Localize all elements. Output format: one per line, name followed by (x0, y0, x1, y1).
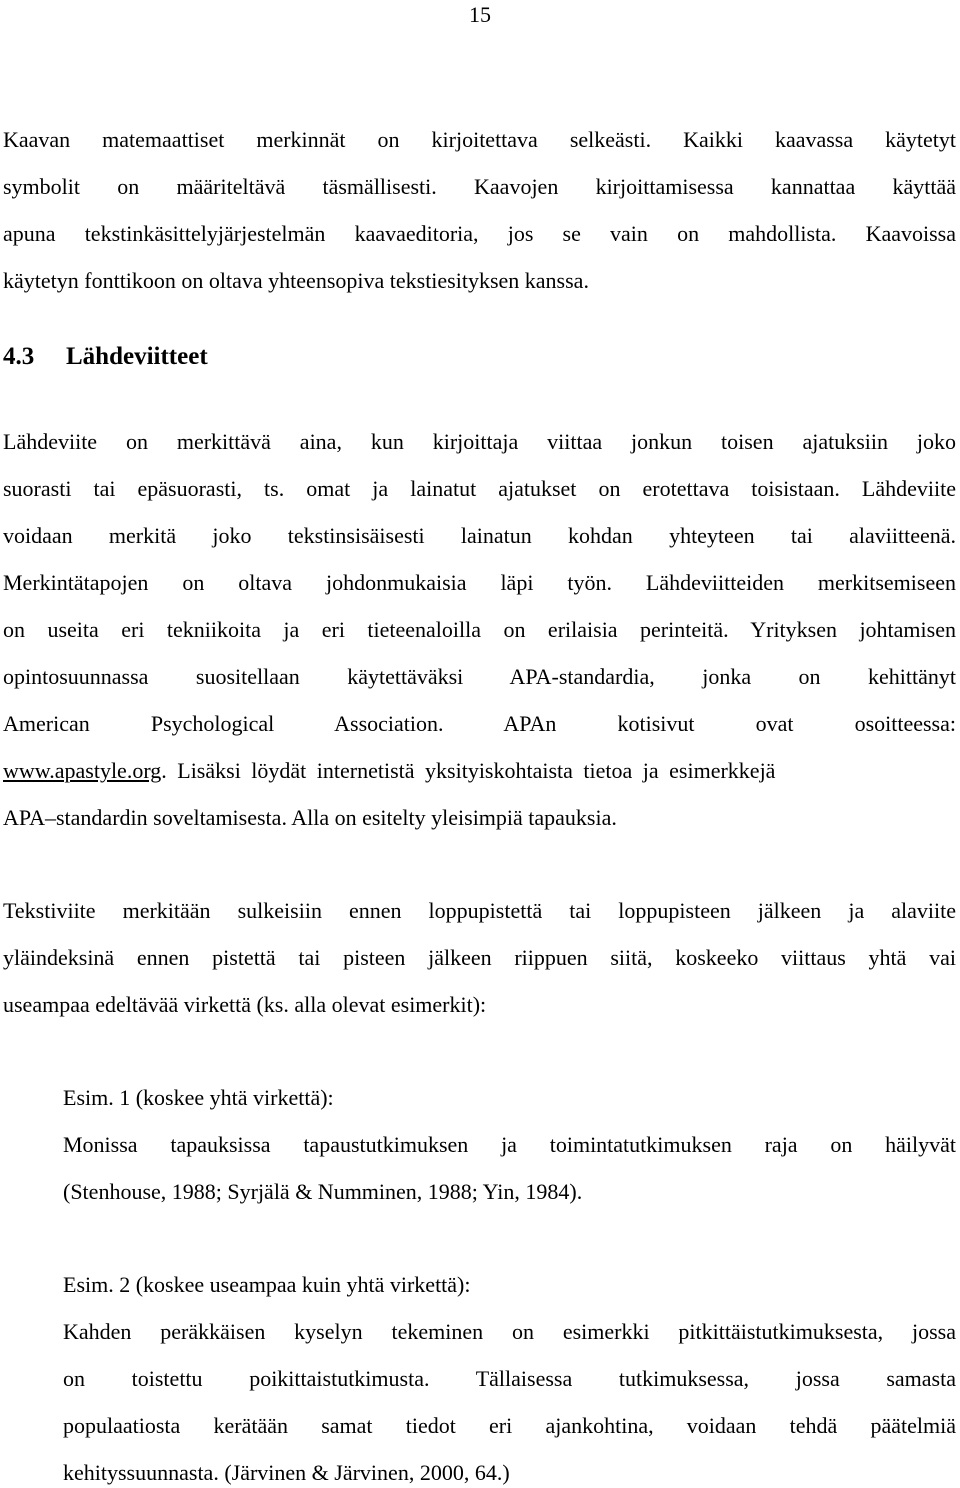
paragraph-line: suorasti tai epäsuorasti, ts. omat ja lainatut ajatukset on erotettava toisistaan. Lähdeviite (3, 476, 956, 501)
paragraph-line: symbolit on määriteltävä täsmällisesti. Kaavojen kirjoittamisessa kannattaa käyttää (3, 174, 956, 199)
example-line: Monissa tapauksissa tapaustutkimuksen ja toimintatutkimuksen raja on häilyvät (63, 1132, 956, 1157)
example-line: Kahden peräkkäisen kyselyn tekeminen on esimerkki pitkittäistutkimuksesta, jossa (63, 1319, 956, 1344)
paragraph-line: voidaan merkitä joko tekstinsisäisesti lainatun kohdan yhteyteen tai alaviitteenä. (3, 523, 956, 548)
paragraph-line: opintosuunnassa suositellaan käytettäväksi APA-standardia, jonka on kehittänyt (3, 664, 956, 689)
section-heading (3, 341, 208, 373)
section-title: Lähdeviitteet (66, 343, 208, 370)
example-label: Esim. 1 (koskee yhtä virkettä): (63, 1085, 334, 1110)
paragraph-line: American Psychological Association. APAn kotisivut ovat osoitteessa: (3, 711, 956, 736)
example-label: Esim. 2 (koskee useampaa kuin yhtä virkettä): (63, 1272, 471, 1297)
example-line: populaatiosta kerätään samat tiedot eri ajankohtina, voidaan tehdä päätelmiä (63, 1413, 956, 1438)
paragraph-line: Merkintätapojen on oltava johdonmukaisia läpi työn. Lähdeviitteiden merkitsemiseen (3, 570, 956, 595)
example-line: on toistettu poikittaistutkimusta. Tällaisessa tutkimuksessa, jossa samasta (63, 1366, 956, 1391)
apastyle-link[interactable]: www.apastyle.org (3, 758, 162, 783)
link-line-rest: . Lisäksi löydät internetistä yksityiskohtaista tietoa ja esimerkkejä (161, 758, 776, 783)
example-line: kehityssuunnasta. (Järvinen & Järvinen, 2000, 64.) (63, 1460, 510, 1485)
paragraph-line: on useita eri tekniikoita ja eri tieteenaloilla on erilaisia perinteitä. Yrityksen johtamisen (3, 617, 956, 642)
paragraph-line: yläindeksinä ennen pistettä tai pisteen jälkeen riippuen siitä, koskeeko viittaus yhtä vai (3, 945, 956, 970)
section-number: 4.3 (3, 343, 35, 370)
paragraph-line: Kaavan matemaattiset merkinnät on kirjoitettava selkeästi. Kaikki kaavassa käytetyt (3, 127, 956, 152)
paragraph-line: apuna tekstinkäsittelyjärjestelmän kaavaeditoria, jos se vain on mahdollista. Kaavoissa (3, 221, 956, 246)
paragraph-line (3, 756, 956, 786)
example-line: (Stenhouse, 1988; Syrjälä & Numminen, 1988; Yin, 1984). (63, 1179, 583, 1204)
paragraph-line: käytetyn fonttikoon on oltava yhteensopiva tekstiesityksen kanssa. (3, 268, 589, 293)
paragraph-line: Lähdeviite on merkittävä aina, kun kirjoittaja viittaa jonkun toisen ajatuksiin joko (3, 429, 956, 454)
paragraph-line: Tekstiviite merkitään sulkeisiin ennen loppupistettä tai loppupisteen jälkeen ja alaviite (3, 898, 956, 923)
paragraph-line: APA–standardin soveltamisesta. Alla on esitelty yleisimpiä tapauksia. (3, 805, 617, 830)
paragraph-line: useampaa edeltävää virkettä (ks. alla olevat esimerkit): (3, 992, 487, 1017)
page-number: 15 (469, 2, 491, 27)
